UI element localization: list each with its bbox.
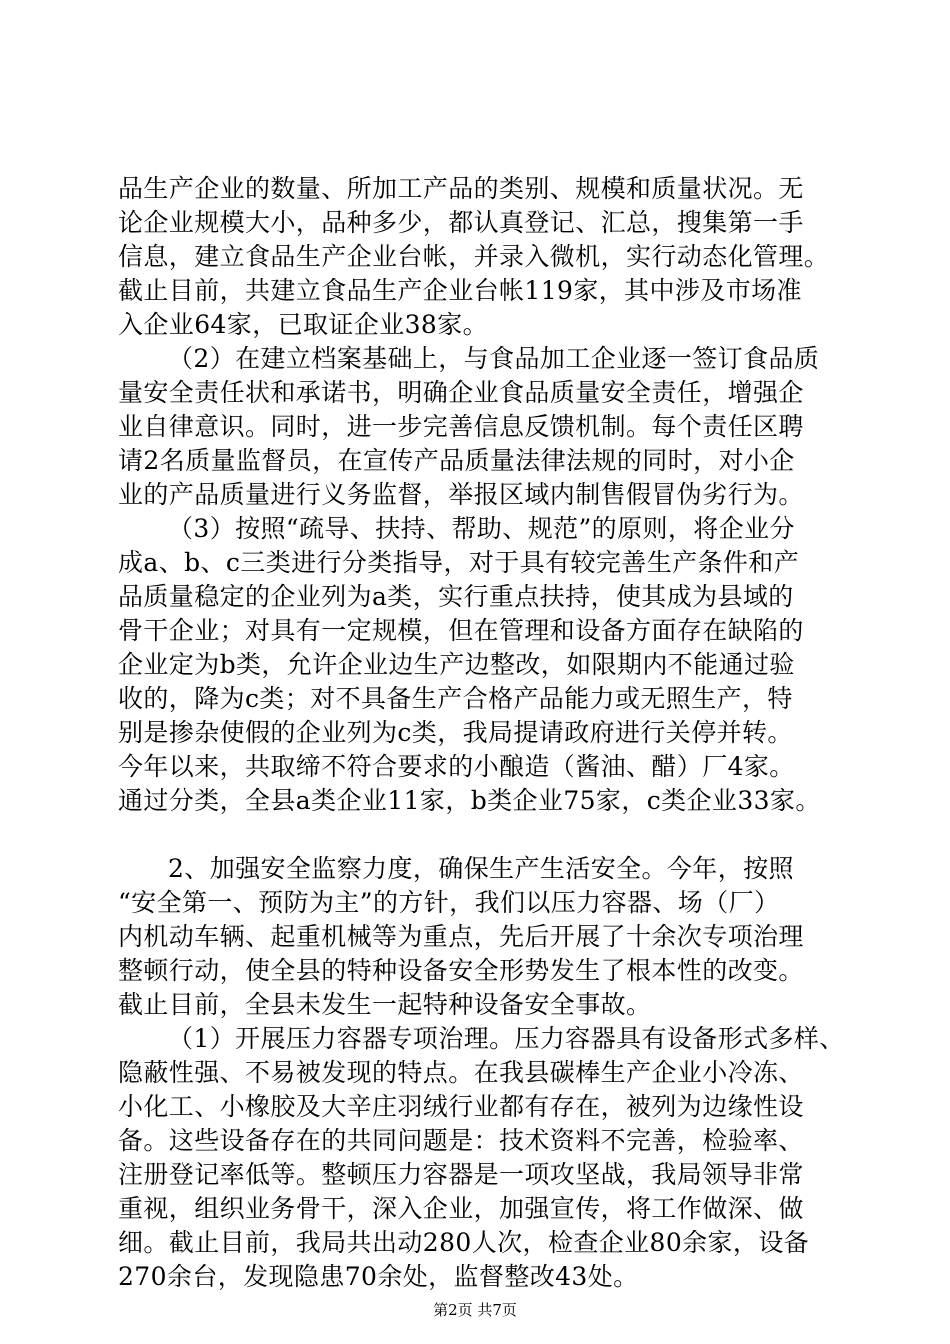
text-line: 小化工、小橡胶及大辛庄羽绒行业都有存在，被列为边缘性设 [118,1092,804,1121]
page-number-footer: 第2页 共7页 [433,1301,517,1319]
text-line: （1）开展压力容器专项治理。压力容器具有设备形式多样、 [168,1024,845,1053]
text-line: 备。这些设备存在的共同问题是：技术资料不完善，检验率、 [118,1126,804,1155]
text-line: 270余台，发现隐患70余处，监督整改43处。 [118,1262,639,1291]
text-line: 信息，建立食品生产企业台帐，并录入微机，实行动态化管理。 [118,242,830,271]
text-line: 隐蔽性强、不易被发现的特点。在我县碳棒生产企业小冷冻、 [118,1058,804,1087]
text-line: “安全第一、预防为主”的方针，我们以压力容器、场（厂） [118,888,780,917]
text-line: （2）在建立档案基础上，与食品加工企业逐一签订食品质 [168,344,820,373]
text-line: 品生产企业的数量、所加工产品的类别、规模和质量状况。无 [118,174,804,203]
text-line: 收的，降为c类；对不具备生产合格产品能力或无照生产，特 [118,684,793,713]
text-line: 细。截止目前，我局共出动280人次，检查企业80余家，设备 [118,1228,810,1257]
text-line: 成a、b、c三类进行分类指导，对于具有较完善生产条件和产 [118,548,800,577]
text-line: 企业定为b类，允许企业边生产边整改，如限期内不能通过验 [118,650,795,679]
text-line: 通过分类，全县a类企业11家，b类企业75家，c类企业33家。 [118,786,821,815]
text-line: 骨干企业；对具有一定规模，但在管理和设备方面存在缺陷的 [118,616,804,645]
text-line: 入企业64家，已取证企业38家。 [118,310,489,339]
text-line: 论企业规模大小，品种多少，都认真登记、汇总，搜集第一手 [118,208,804,237]
text-line: 重视，组织业务骨干，深入企业，加强宣传，将工作做深、做 [118,1194,804,1223]
text-line: 截止目前，全县未发生一起特种设备安全事故。 [118,990,652,1019]
text-line: 整顿行动，使全县的特种设备安全形势发生了根本性的改变。 [118,956,804,985]
text-line: 品质量稳定的企业列为a类，实行重点扶持，使其成为县域的 [118,582,794,611]
text-line: 业的产品质量进行义务监督，举报区域内制售假冒伪劣行为。 [118,480,804,509]
text-line: 内机动车辆、起重机械等为重点，先后开展了十余次专项治理 [118,922,804,951]
text-line: （3）按照“疏导、扶持、帮助、规范”的原则，将企业分 [168,514,795,543]
text-line: 2、加强安全监察力度，确保生产生活安全。今年，按照 [168,854,794,883]
text-line: 请2名质量监督员，在宣传产品质量法律法规的同时，对小企 [118,446,795,475]
text-line: 注册登记率低等。整顿压力容器是一项攻坚战，我局领导非常 [118,1160,804,1189]
text-line: 业自律意识。同时，进一步完善信息反馈机制。每个责任区聘 [118,412,804,441]
text-line: 别是掺杂使假的企业列为c类，我局提请政府进行关停并转。 [118,718,793,747]
text-line: 量安全责任状和承诺书，明确企业食品质量安全责任，增强企 [118,378,804,407]
text-line: 截止目前，共建立食品生产企业台帐119家，其中涉及市场准 [118,276,802,305]
text-line: 今年以来，共取缔不符合要求的小酿造（酱油、醋）厂4家。 [118,752,795,781]
